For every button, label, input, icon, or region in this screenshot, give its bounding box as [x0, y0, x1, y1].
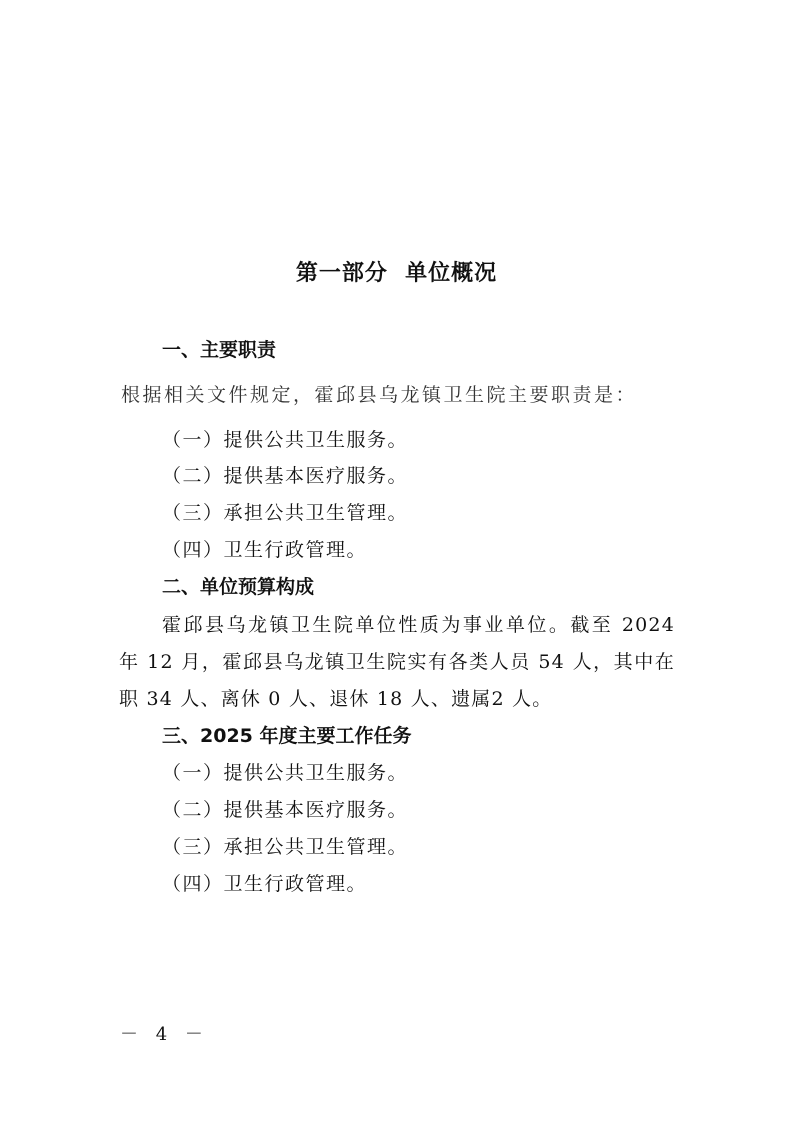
- budget-paragraph-line-1: 霍邱县乌龙镇卫生院单位性质为事业单位。截至 2024: [162, 614, 675, 636]
- duty-item-1: （一）提供公共卫生服务。: [162, 429, 409, 451]
- task-item-4: （四）卫生行政管理。: [162, 873, 368, 895]
- task-item-1: （一）提供公共卫生服务。: [162, 762, 409, 784]
- duty-item-2: （二）提供基本医疗服务。: [162, 465, 409, 487]
- budget-paragraph-line-2: 年 12 月，霍邱县乌龙镇卫生院实有各类人员 54 人，其中在: [119, 651, 675, 673]
- duty-item-4: （四）卫生行政管理。: [162, 539, 368, 561]
- task-item-3: （三）承担公共卫生管理。: [162, 836, 409, 858]
- page-number: － 4 －: [120, 1024, 209, 1045]
- duty-item-3: （三）承担公共卫生管理。: [162, 502, 409, 524]
- section-heading-work-tasks: 三、2025 年度主要工作任务: [162, 725, 412, 747]
- section-heading-budget-structure: 二、单位预算构成: [162, 576, 315, 598]
- section-heading-duties: 一、主要职责: [162, 339, 277, 361]
- task-item-2: （二）提供基本医疗服务。: [162, 799, 409, 821]
- page-title: 第一部分 单位概况: [295, 261, 498, 286]
- duties-intro: 根据相关文件规定，霍邱县乌龙镇卫生院主要职责是：: [121, 384, 638, 406]
- budget-paragraph-line-3: 职 34 人、离休 0 人、退休 18 人、遗属2 人。: [119, 688, 553, 710]
